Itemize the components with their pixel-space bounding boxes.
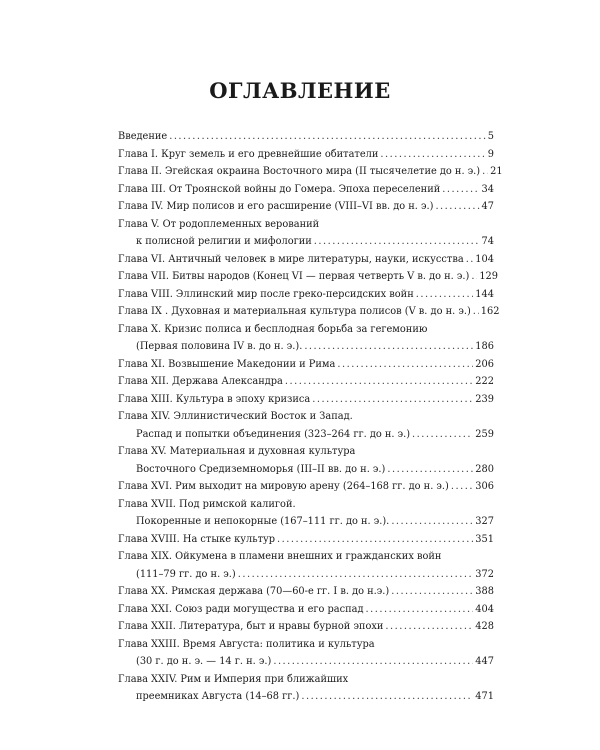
toc-entry-title: Глава XVIII. На стыке культур [118,533,276,545]
dot-leader [412,426,473,444]
dot-leader [285,373,473,391]
toc-entry-title: Глава X. Кризис полиса и бесплодная борьба за гегемонию [118,323,428,335]
toc-entry-title: Глава XI. Возвышение Македонии и Рима [118,358,336,370]
toc-entry-title: Глава XIV. Эллинистический Восток и Запад. [118,411,353,422]
toc-page-number: 21 [490,166,503,177]
toc-entry-line-last [118,531,494,549]
toc-entry-title: Глава XIX. Ойкумена в пламени внешних и гражданских войн [118,551,442,562]
toc-entry[interactable] [118,216,494,251]
dot-leader [366,601,474,619]
dot-leader [337,356,473,374]
toc-entry-line-last [118,478,494,496]
toc-entry-title: Введение [118,131,168,142]
toc-entry-title: Глава VIII. Эллинский мир после греко-персидских войн [118,288,414,300]
toc-entry-title: Глава XII. Держава Александра [118,376,283,387]
toc-entry-line-last [118,268,499,286]
toc-page-number: 239 [475,393,494,405]
toc-page-number: 74 [481,236,494,247]
toc-entry[interactable] [118,583,494,601]
toc-entry-line-last [118,338,494,356]
dot-leader [466,251,474,269]
toc-entry-line [118,443,494,461]
toc-page-number: 222 [475,376,494,387]
toc-entry[interactable] [118,356,494,374]
dot-leader [169,128,486,146]
toc-entry[interactable] [118,496,494,531]
toc-entry-line-last [118,461,494,479]
dot-leader [304,338,473,356]
toc-entry-line-last [118,128,494,146]
toc-entry-line-last [118,583,494,601]
toc-page-number: 144 [475,288,494,300]
toc-entry-title: Глава XXI. Союз ради могущества и его распад [118,603,364,615]
toc-entry-line [118,321,494,339]
dot-leader [442,181,479,199]
toc-entry-title: Глава XV. Материальная и духовная культура [118,446,356,457]
toc-entry-title: Восточного Средиземноморья (III–II вв. до н. э.) [136,463,386,475]
toc-entry-title: Глава XX. Римская держава (70—60-е гг. I в. до н.э.) [118,586,390,597]
toc-entry[interactable] [118,268,499,286]
toc-entry[interactable] [118,636,494,671]
toc-page-number: 186 [475,341,494,352]
toc-entry[interactable] [118,286,494,304]
toc-entry-title: Глава II. Эгейская окраина Восточного мира (II тысячелетие до н. э.) [118,166,481,177]
dot-leader [482,163,488,181]
toc-entry-title: Глава IV. Мир полисов и его расширение (VIII–VI вв. до н. э.) [118,201,434,212]
toc-page-number: 388 [475,586,494,597]
toc-entry-title: Покоренные и непокорные (167–111 гг. до н. э.). [136,516,390,527]
dot-leader [273,653,473,671]
toc-entry-line-last [118,251,494,269]
dot-leader [435,198,479,216]
toc-entry[interactable] [118,373,494,391]
toc-entry-line-last [118,233,494,251]
dot-leader [385,618,473,636]
toc-entry-line-last [118,653,494,671]
toc-entry-title: Глава I. Круг земель и его древнейшие обитатели [118,148,379,160]
toc-entry[interactable] [118,478,494,496]
toc-page-number: 404 [475,603,494,615]
toc-entry-title: (111–79 гг. до н. э.) [136,568,236,580]
toc-entry-line-last [118,181,494,199]
toc-page-number: 9 [487,148,494,160]
toc-entry-line-last [118,373,494,391]
toc-entry[interactable] [118,601,494,619]
toc-entry-title: Глава XVII. Под римской калигой. [118,498,296,510]
dot-leader [473,303,479,321]
toc-page-number: 104 [475,253,494,265]
toc-entry-line-last [118,391,494,409]
toc-entry-title: (Первая половина IV в. до н. э.). [136,341,303,352]
dot-leader [238,566,474,584]
toc-entry-title: преемниках Августа (14–68 гг.) [136,691,300,702]
dot-leader [391,583,473,601]
dot-leader [380,146,485,164]
toc-entry[interactable] [118,128,494,146]
dot-leader [451,478,473,496]
toc-page-number: 5 [487,131,494,142]
toc-page-number: 428 [475,621,494,632]
toc-entry-title: Глава XXII. Литература, быт и нравы бурной эпохи [118,621,384,632]
toc-entry-title: Глава XVI. Рим выходит на мировую арену (264–168 гг. до н. э.) [118,481,449,492]
toc-page-number: 129 [479,271,499,282]
toc-page-number: 327 [475,516,494,527]
toc-entry-line [118,496,494,514]
toc-page-number: 372 [475,568,494,580]
toc-entry-line-last [118,688,494,706]
toc-entry-title: Глава III. От Троянской войны до Гомера. Эпоха переселений [118,183,441,195]
dot-leader [471,268,477,286]
toc-page-number: 351 [475,533,494,545]
toc-entry-line-last [118,426,494,444]
toc-page-number: 447 [475,656,494,667]
dot-leader [301,688,473,706]
toc-entry-line-last [118,198,494,216]
toc-entry-title: Глава XIII. Культура в эпоху кризиса [118,393,311,405]
toc-entry-title: Глава IX . Духовная и материальная культура полисов (V в. до н. э.) [118,306,471,317]
toc-entry[interactable] [118,198,494,216]
toc-entry-line-last [118,146,494,164]
toc-entry-line [118,636,494,654]
toc-entry-title: Глава VII. Битвы народов (Конец VI — первая четверть V в. до н. э.) [118,271,470,282]
toc-entry-title: Глава V. От родоплеменных верований [118,218,320,230]
dot-leader [416,286,474,304]
dot-leader [277,531,473,549]
toc-page-number: 34 [481,183,494,195]
page-title: ОГЛАВЛЕНИЕ [209,78,391,103]
toc-entry-line-last [118,566,494,584]
toc-entry-line-last [118,163,503,181]
toc-page-number: 306 [475,481,494,492]
toc-entry[interactable] [118,181,494,199]
toc-entry-line-last [118,286,494,304]
toc-entry[interactable] [118,146,494,164]
toc-entry[interactable] [118,408,494,443]
toc-entry[interactable] [118,321,494,356]
toc-entry-title: Глава VI. Античный человек в мире литературы, науки, искусства [118,253,464,265]
toc-page-number: 280 [475,463,494,475]
toc-entry-line [118,408,494,426]
toc-page-number: 47 [481,201,494,212]
toc-entry-title: (30 г. до н. э. — 14 г. н. э.) [136,656,272,667]
toc-entry-line [118,216,494,234]
toc-entry-title: Глава XXIV. Рим и Империя при ближайших [118,673,349,685]
toc-entry[interactable] [118,251,494,269]
dot-leader [312,391,473,409]
toc-entry[interactable] [118,618,494,636]
toc-entry-title: к полисной религии и мифологии [136,236,312,247]
toc-entry[interactable] [118,443,494,478]
toc-entry[interactable] [118,671,494,706]
toc-page-number: 206 [475,358,494,370]
toc-page-number: 259 [475,428,494,440]
dot-leader [314,233,480,251]
toc-entry-line-last [118,618,494,636]
toc-entry-line [118,671,494,689]
dot-leader [391,513,473,531]
toc-entry[interactable] [118,548,494,583]
toc-entry-line [118,548,494,566]
dot-leader [387,461,473,479]
toc-entry[interactable] [118,531,494,549]
toc-entry-title: Глава XXIII. Время Августа: политика и культура [118,638,375,650]
toc-page-number: 471 [475,691,494,702]
toc-entry-line-last [118,513,494,531]
toc-entry-line-last [118,303,500,321]
toc-entry-line-last [118,601,494,619]
toc-entry[interactable] [118,163,503,181]
toc-entry[interactable] [118,391,494,409]
toc-page-number: 162 [480,306,500,317]
toc-entry[interactable] [118,303,500,321]
table-of-contents [118,128,503,706]
toc-entry-line-last [118,356,494,374]
toc-entry-title: Распад и попытки объединения (323–264 гг. до н. э.) [136,428,411,440]
